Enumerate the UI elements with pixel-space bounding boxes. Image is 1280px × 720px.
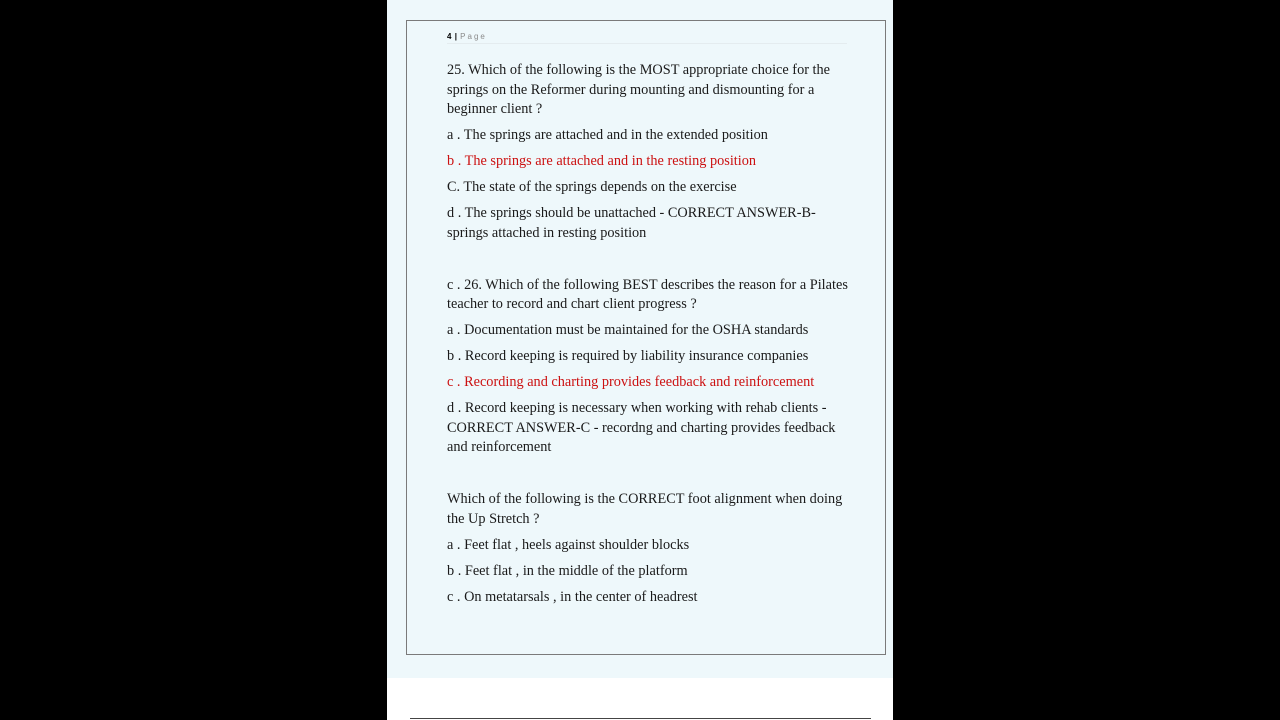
question-stem: 25. Which of the following is the MOST appropriate choice for the springs on the Reformer during mounting and dismounting for a beginner client ? xyxy=(447,62,831,117)
question-26 xyxy=(447,276,857,458)
header-separator: | xyxy=(454,32,457,41)
question-25 xyxy=(447,61,857,243)
option-a: a . Feet flat , heels against shoulder blocks xyxy=(447,536,690,553)
option-b: b . Record keeping is required by liability insurance companies xyxy=(447,348,809,364)
option-a: a . Documentation must be maintained for the OSHA standards xyxy=(447,322,809,338)
page-header xyxy=(447,31,847,44)
option-c-highlighted: c . Recording and charting provides feedback and reinforcement xyxy=(447,374,815,390)
option-c: C. The state of the springs depends on the exercise xyxy=(447,179,737,195)
option-d-with-answer: d . Record keeping is necessary when working with rehab clients - CORRECT ANSWER-C - recordng and charting provides feedback and reinforcement xyxy=(447,400,836,455)
next-page-rule xyxy=(410,718,871,719)
page-label: Page xyxy=(460,32,487,41)
option-b: b . Feet flat , in the middle of the platform xyxy=(447,562,688,579)
question-stem: c . 26. Which of the following BEST describes the reason for a Pilates teacher to record and chart client progress ? xyxy=(447,276,848,312)
option-b-highlighted: b . The springs are attached and in the resting position xyxy=(447,153,757,169)
option-c: c . On metatarsals , in the center of headrest xyxy=(447,588,698,605)
question-27 xyxy=(447,490,857,607)
option-d-with-answer: d . The springs should be unattached - CORRECT ANSWER-B-springs attached in resting position xyxy=(447,205,816,241)
page-number: 4 xyxy=(447,32,452,41)
page-area xyxy=(387,0,893,678)
document-sheet xyxy=(387,0,893,720)
question-stem: Which of the following is the CORRECT foot alignment when doing the Up Stretch ? xyxy=(447,491,843,527)
page-content xyxy=(447,61,857,614)
option-a: a . The springs are attached and in the extended position xyxy=(447,127,768,143)
